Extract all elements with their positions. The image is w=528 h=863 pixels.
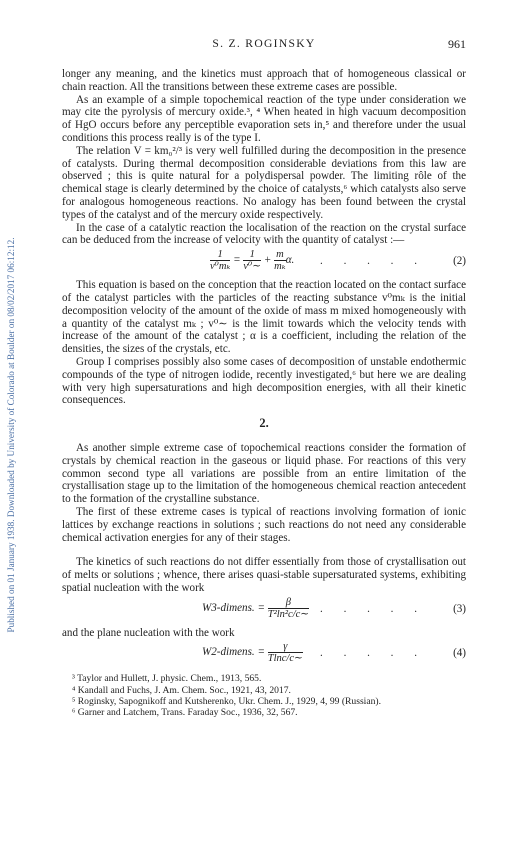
- download-watermark: [4, 140, 18, 730]
- equation-body: W2-dimens. = $\frac{\gamma}{Tlnc/c\sim}$: [202, 641, 303, 665]
- paragraph: As another simple extreme case of topochemical reactions consider the formation of crystals by chemical reaction in the gaseous or liquid phase. For reactions of this very common second type all variations are possible from an entire limitation of the crystallisation stage up to the limitation of the homogeneous chemical reaction antecedent to the formation of the crystalline substance.: [62, 441, 466, 506]
- running-title: S. Z. ROGINSKY: [212, 37, 316, 50]
- watermark-text: Published on 01 January 1938. Downloaded by University of Colorado at Boulder on 08/02/2017 06:12:12.: [6, 237, 16, 633]
- paragraph: and the plane nucleation with the work: [62, 626, 235, 639]
- equation-body: $\frac{1}{\text{v⁰mₖ}}$ = $\frac{1}{\text{v⁰∼}}$ + $\frac{m}{\text{mₖ}}$ α.: [210, 249, 295, 273]
- paragraph: In the case of a catalytic reaction the localisation of the reaction on the crystal surface can be deduced from the increase of velocity with the quantity of catalyst :—: [62, 221, 466, 247]
- section-heading: 2.: [259, 416, 269, 431]
- page-number: 961: [448, 37, 466, 51]
- equation-number: (3): [453, 602, 466, 615]
- equation-3: W3-dimens. = $\frac{\beta}{\text{T²ln²c/c∼}}$ . . . . . (3): [202, 596, 466, 620]
- footnotes: [62, 673, 466, 718]
- equation-number: (2): [453, 255, 466, 268]
- paragraph: The kinetics of such reactions do not differ essentially from those of crystallisation out of melts or solutions ; whence, there arises quasi-stable supersaturated systems, exhibiting spatial nucleation with the work: [62, 556, 466, 594]
- equation-4: W2-dimens. = $\frac{\gamma}{Tlnc/c\sim}$ . . . . . (4): [202, 641, 466, 665]
- running-header: [62, 38, 466, 54]
- paragraph: The relation V = km₀²/³ is very well fulfilled during the decomposition in the presence of catalysts. During thermal decomposition considerable deviations from this law are observed ; this is quite natural for a polydispersal powder. The limiting rôle of the chemical stage is clearly determined by the choice of catalysts,⁶ which catalysts also serve for analogous homogeneous reactions. No analogy has been found between the crystal types of the catalyst and of the mercury oxide respectively.: [62, 144, 466, 221]
- equation-2: $\frac{1}{\text{v⁰mₖ}}$ = $\frac{1}{\text{v⁰∼}}$ + $\frac{m}{\text{mₖ}}$ α. . . . . . (2): [210, 249, 466, 273]
- paragraph: Group I comprises possibly also some cases of decomposition of unstable endothermic compounds of the type of nitrogen iodide, recently investigated,⁶ but here we are dealing with very high supersaturations and high decomposition energies, with all their kinetic consequences.: [62, 355, 466, 407]
- footnote: ⁴ Kandall and Fuchs, J. Am. Chem. Soc., 1921, 43, 2017.: [72, 684, 291, 696]
- equation-body: W3-dimens. = $\frac{\beta}{\text{T²ln²c/c∼}}$: [202, 596, 310, 620]
- paper-page: [62, 38, 466, 718]
- equation-number: (4): [453, 647, 466, 660]
- paragraph: longer any meaning, and the kinetics must approach that of homogeneous classical or chain reaction. All the transitions between these extreme cases are possible.: [62, 68, 466, 93]
- paragraph: This equation is based on the conception that the reaction located on the contact surface of the catalyst particles with the particles of the reacting substance v⁰mₖ is the initial decomposition velocity of the amount of the oxide of mass m mixed homogeneously with a quantity of the catalyst mₖ ; v⁰∼ is the limit towards which the velocity tends with increase of the amount of the catalyst ; α is a coefficient, including the relation of the densities, the sizes of the crystals, etc.: [62, 279, 466, 356]
- footnote: ⁵ Roginsky, Sapognikoff and Kutsherenko, Ukr. Chem. J., 1929, 4, 99 (Russian).: [72, 695, 381, 707]
- paragraph: As an example of a simple topochemical reaction of the type under consideration we may cite the pyrolysis of mercury oxide.³, ⁴ When heated in high vacuum decomposition of HgO occurs before any perceptible evaporation sets in,⁵ and therefore under the usual conditions this process really is of the type I.: [62, 93, 466, 144]
- footnote: ³ Taylor and Hullett, J. physic. Chem., 1913, 565.: [72, 673, 262, 685]
- footnote: ⁶ Garner and Latchem, Trans. Faraday Soc., 1936, 32, 567.: [72, 707, 298, 719]
- paragraph: The first of these extreme cases is typical of reactions involving formation of ionic lattices by exchange reactions in solutions ; such reactions do not need any considerable chemical activation energies for any of their stages.: [62, 505, 466, 544]
